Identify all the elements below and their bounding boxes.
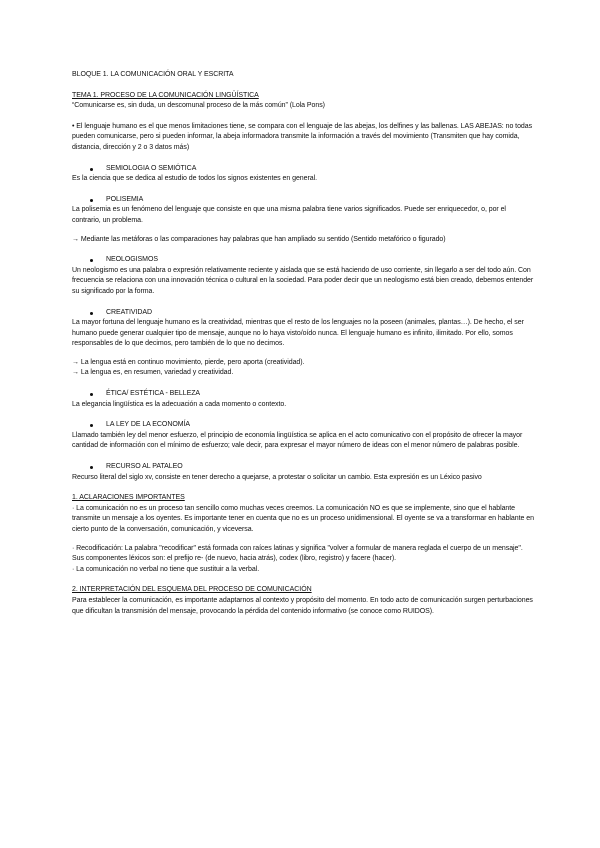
section-body-creatividad: La mayor fortuna del lenguaje humano es la creatividad, mientras que el resto de los lenguajes no la poseen (animales, plantas…). De hecho, el ser humano puede generar cualquier tipo de mensaje, aunque no lo haya visto/oído nunca. El lenguaje humano es infinito, ilimitado. Por ello, somos responsables de lo que decimos, pero también de lo que no decimos. [72,319,524,348]
section-heading-pataleo: RECURSO AL PATALEO [72,462,534,473]
intro-paragraph: • El lenguaje humano es el que menos limitaciones tiene, se compara con el lenguaje de las abejas, los delfines y las ballenas. LAS ABEJAS: no todas pueden comunicarse, pero si pueden informar, la abeja informadora transmite la información a través del movimiento (Transmiten que hay comida, distancia, dirección y 2 o 3 datos más) [72,122,533,151]
interpretation-title: 2. INTERPRETACIÓN DEL ESQUEMA DEL PROCESO DE COMUNICACIÓN [72,586,312,594]
clarifications-paragraph-2: · Recodificación: La palabra "recodificar" está formada con raíces latinas y significa "volver a formular de manera reglada el cuerpo de un mensaje". Sus componentes léxicos son: el prefijo re- (de nuevo, hacia atrás), codex (libro, registro) y facere (hacer). [72,544,523,563]
section-heading-creatividad: CREATIVIDAD [72,308,534,319]
clarifications-title: 1. ACLARACIONES IMPORTANTES [72,494,185,502]
section-heading-economia: LA LEY DE LA ECONOMÍA [72,420,534,431]
clarifications-paragraph-3: · La comunicación no verbal no tiene que sustituir a la verbal. [72,565,260,573]
section-body-pataleo: Recurso literal del siglo xv, consiste en tener derecho a quejarse, a protestar o solicitar un cambio. Esta expresión es un Léxico pasivo [72,473,482,481]
topic-title: TEMA 1. PROCESO DE LA COMUNICACIÓN LINGÜÍSTICA [72,91,259,99]
section-body-semiologia: Es la ciencia que se dedica al estudio de todos los signos existentes en general. [72,175,317,183]
section-body-etica: La elegancia lingüística es la adecuación a cada momento o contexto. [72,400,287,408]
interpretation-paragraph-1: Para establecer la comunicación, es importante adaptarnos al contexto y propósito del momento. En todo acto de comunicación surgen perturbaciones que dificultan la transmisión del mensaje, provocando la pérdida del contenido informativo (se conoce como RUIDOS). [72,596,533,615]
quote: “Comunicarse es, sin duda, un descomunal proceso de la más común” (Lola Pons) [72,102,325,110]
section-body-economia: Llamado también ley del menor esfuerzo, el principio de economía lingüística se aplica en el acto comunicativo con el propósito de ofrecer la mayor cantidad de información con el mínimo de esfuerzo; vale decir, para expresar el mayor número de ideas con el menor número de palabras posible. [72,431,523,450]
section-heading-etica: ÉTICA/ ESTÉTICA - BELLEZA [72,389,534,400]
document-page [72,70,534,617]
clarifications-paragraph-1: · La comunicación no es un proceso tan sencillo como muchas veces creemos. La comunicación NO es que se implemente, sino que el hablante transmite un mensaje a los oyentes. Es importante tener en cuenta que no es un proceso unidimensional. El oyente se va a transformar en hablante en cierto punto de la conversación, comunicación, y viceversa. [72,504,534,533]
section-note-polisemia: → Mediante las metáforas o las comparaciones hay palabras que han ampliado su sentido (Sentido metafórico o figurado) [72,235,446,243]
section-heading-polisemia: POLISEMIA [72,195,534,206]
section-note-creatividad-1: → La lengua está en continuo movimiento, pierde, pero aporta (creatividad). [72,358,305,366]
section-heading-semiologia: SEMIOLOGIA O SEMIÓTICA [72,164,534,175]
section-body-neologismos: Un neologismo es una palabra o expresión relativamente reciente y aislada que se está haciendo de uso corriente, sin llegarlo a ser del todo aún. Con frecuencia se relaciona con una innovación técnica o cultural en la sociedad. Para poder decir que un neologismo está bien creado, debemos entender su significado por la forma. [72,266,534,295]
block-title: BLOQUE 1. LA COMUNICACIÓN ORAL Y ESCRITA [72,71,234,78]
section-heading-neologismos: NEOLOGISMOS [72,255,534,266]
section-note-creatividad-2: → La lengua es, en resumen, variedad y creatividad. [72,369,234,377]
section-body-polisemia: La polisemia es un fenómeno del lenguaje que consiste en que una misma palabra tiene varios significados. Puede ser enriquecedor, o, por el contrario, un problema. [72,206,506,224]
